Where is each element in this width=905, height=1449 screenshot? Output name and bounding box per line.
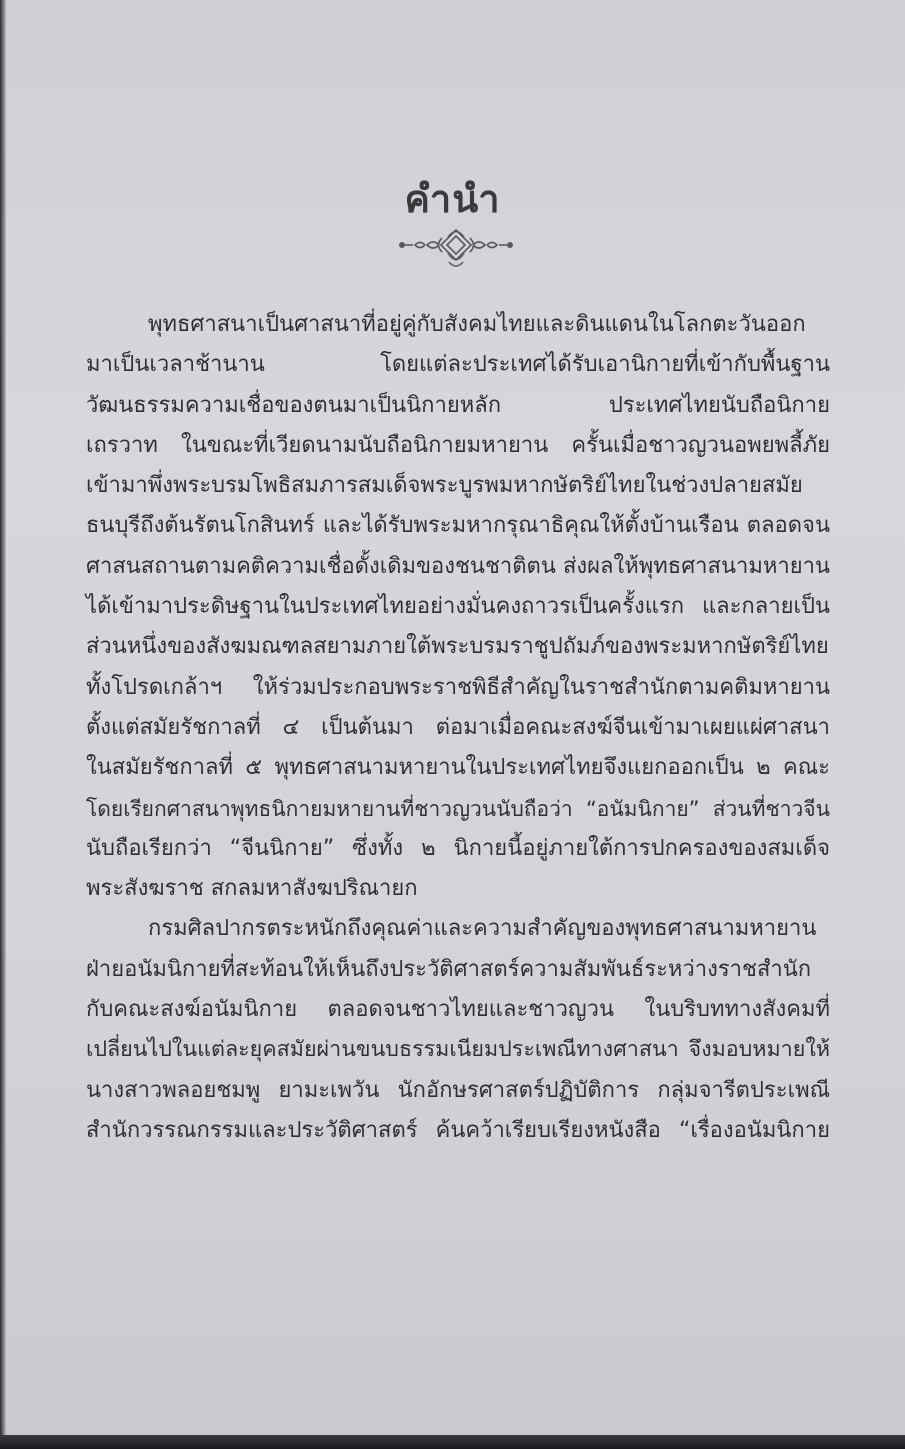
- page-title: คำนำ: [404, 177, 501, 221]
- text-line: ฝ่ายอนัมนิกายที่สะท้อนให้เห็นถึงประวัติศาสตร์ความสัมพันธ์ระหว่างราชสำนัก: [86, 956, 812, 982]
- text-line: เข้ามาพึ่งพระบรมโพธิสมภารสมเด็จพระบูรพมหากษัตริย์ไทยในช่วงปลายสมัย: [86, 473, 803, 499]
- text-line: ได้เข้ามาประดิษฐานในประเทศไทยอย่างมั่นคงถาวรเป็นครั้งแรก และกลายเป็น: [86, 594, 830, 620]
- text-line: สำนักวรรณกรรมและประวัติศาสตร์ ค้นคว้าเรียบเรียงหนังสือ “เรื่องอนัมนิกาย: [86, 1117, 830, 1143]
- text-line: ศาสนสถานตามคติความเชื่อดั้งเดิมของชนชาติตน ส่งผลให้พุทธศาสนามหายาน: [86, 553, 830, 579]
- text-line: วัฒนธรรมความเชื่อของตนมาเป็นนิกายหลัก ประเทศไทยนับถือนิกาย: [86, 392, 830, 418]
- paragraph-2: [86, 909, 830, 1151]
- text-line: ทั้งโปรดเกล้าฯ ให้ร่วมประกอบพระราชพิธีสำคัญในราชสำนักตามคติมหายาน: [86, 674, 830, 700]
- text-line: ตั้งแต่สมัยรัชกาลที่ ๔ เป็นต้นมา ต่อมาเมื่อคณะสงฆ์จีนเข้ามาเผยแผ่ศาสนา: [86, 714, 830, 740]
- preface-body: [86, 305, 830, 1151]
- text-line: ส่วนหนึ่งของสังฆมณฑลสยามภายใต้พระบรมราชูปถัมภ์ของพระมหากษัตริย์ไทย: [86, 634, 829, 660]
- paragraph-1: [86, 305, 830, 909]
- text-line: กรมศิลปากรตระหนักถึงคุณค่าและความสำคัญของพุทธศาสนามหายาน: [148, 916, 817, 942]
- text-line: โดยเรียกศาสนาพุทธนิกายมหายานที่ชาวญวนนับถือว่า “อนัมนิกาย” ส่วนที่ชาวจีน: [86, 796, 830, 821]
- page-bottom-edge: [0, 1435, 905, 1449]
- text-line: กับคณะสงฆ์อนัมนิกาย ตลอดจนชาวไทยและชาวญวน ในบริบททางสังคมที่: [86, 997, 830, 1023]
- text-line: ธนบุรีถึงต้นรัตนโกสินทร์ และได้รับพระมหากรุณาธิคุณให้ตั้งบ้านเรือน ตลอดจน: [86, 513, 830, 539]
- text-line: เถรวาท ในขณะที่เวียดนามนับถือนิกายมหายาน ครั้นเมื่อชาวญวนอพยพลี้ภัย: [86, 432, 830, 458]
- text-line: พระสังฆราช สกลมหาสังฆปริณายก: [86, 876, 418, 902]
- text-line: เปลี่ยนไปในแต่ละยุคสมัยผ่านขนบธรรมเนียมประเพณีทางศาสนา จึงมอบหมายให้: [86, 1037, 830, 1063]
- text-line: ในสมัยรัชกาลที่ ๕ พุทธศาสนามหายานในประเทศไทยจึงแยกออกเป็น ๒ คณะ: [86, 755, 830, 781]
- text-line: นางสาวพลอยชมพู ยามะเพวัน นักอักษรศาสตร์ปฏิบัติการ กลุ่มจารีตประเพณี: [86, 1077, 830, 1103]
- text-line: มาเป็นเวลาช้านาน โดยแต่ละประเทศได้รับเอานิกายที่เข้ากับพื้นฐาน: [86, 352, 830, 378]
- text-line: พุทธศาสนาเป็นศาสนาที่อยู่คู่กับสังคมไทยและดินแดนในโลกตะวันออก: [148, 312, 806, 337]
- text-line: นับถือเรียกว่า “จีนนิกาย” ซึ่งทั้ง ๒ นิกายนี้อยู่ภายใต้การปกครองของสมเด็จ: [86, 835, 830, 861]
- decorative-knot-ornament: [395, 224, 517, 272]
